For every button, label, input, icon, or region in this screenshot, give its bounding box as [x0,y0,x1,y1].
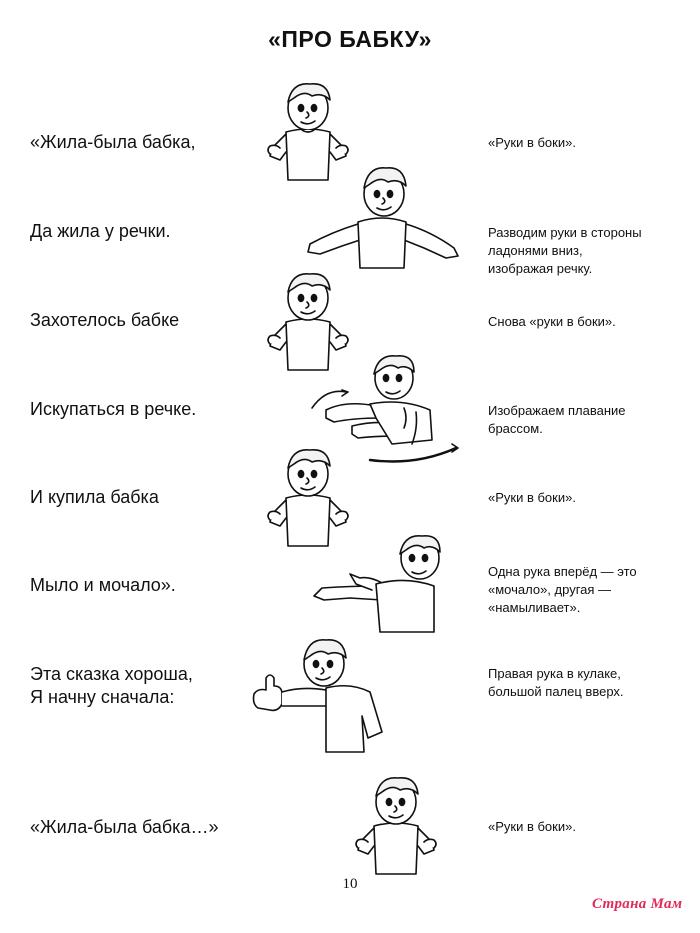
verse-line: И купила бабка [30,487,159,507]
boy-soaping-arm-icon [310,528,468,636]
instruction-note: Правая рука в кулаке, большой палец вверх. [488,666,624,699]
verse-line: Искупаться в речке. [30,399,197,419]
instruction-note: Разводим руки в стороны ладонями вниз, изображая речку. [488,225,642,276]
instruction-note: Одна рука вперёд — это «мочало», другая — «намыливает». [488,564,637,615]
verse-line: «Жила-была бабка…» [30,817,219,837]
page-title: «ПРО БАБКУ» [268,26,432,52]
page-number: 10 [342,876,358,892]
boy-hands-on-hips-icon [346,768,446,880]
verse-line: Эта сказка хороша, Я начну сначала: [30,664,193,707]
boy-arms-spread-icon [302,158,464,272]
verse-line: «Жила-была бабка, [30,132,196,152]
instruction-note: Снова «руки в боки». [488,314,616,329]
instruction-note: «Руки в боки». [488,135,576,150]
verse-line: Да жила у речки. [30,221,171,241]
boy-thumb-up-icon [242,632,390,756]
instruction-note: «Руки в боки». [488,490,576,505]
verse-line: Захотелось бабке [30,310,180,330]
site-watermark: Страна Мам [592,896,683,912]
verse-line: Мыло и мочало». [30,575,176,595]
instruction-note: Изображаем плавание брассом. [488,403,626,436]
instruction-note: «Руки в боки». [488,819,576,834]
